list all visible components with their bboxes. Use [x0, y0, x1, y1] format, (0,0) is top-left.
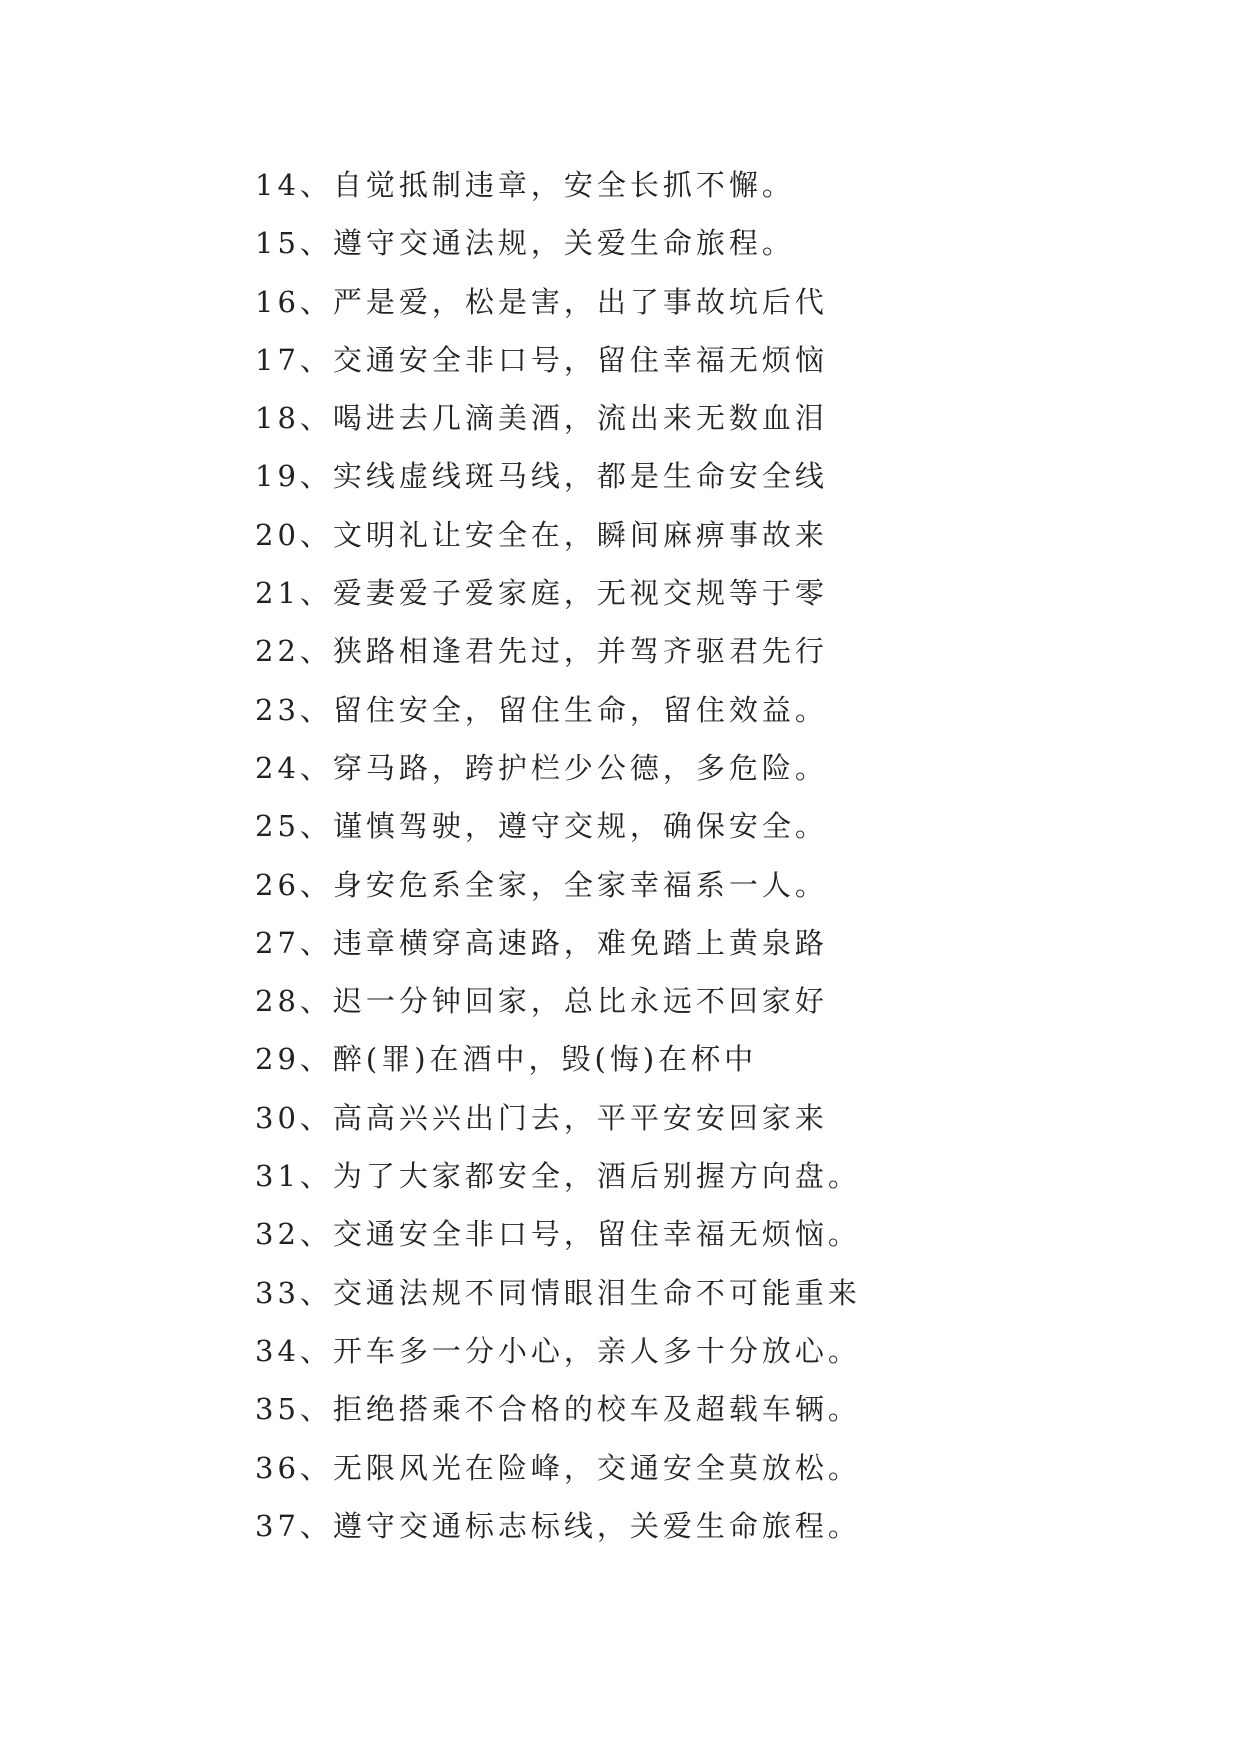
slogan-line-22: 22、狭路相逢君先过，并驾齐驱君先行: [255, 634, 828, 669]
slogan-line-35: 35、拒绝搭乘不合格的校车及超载车辆。: [255, 1392, 861, 1427]
slogan-line-16: 16、严是爱，松是害，出了事故坑后代: [255, 284, 828, 319]
slogan-line-28: 28、迟一分钟回家，总比永远不回家好: [255, 984, 828, 1019]
slogan-line-30: 30、高高兴兴出门去，平平安安回家来: [255, 1100, 828, 1135]
slogan-line-21: 21、爱妻爱子爱家庭，无视交规等于零: [255, 576, 828, 611]
slogan-line-17: 17、交通安全非口号，留住幸福无烦恼: [255, 342, 828, 377]
slogan-line-34: 34、开车多一分小心，亲人多十分放心。: [255, 1333, 861, 1368]
slogan-line-33: 33、交通法规不同情眼泪生命不可能重来: [255, 1275, 861, 1310]
slogan-line-37: 37、遵守交通标志标线，关爱生命旅程。: [255, 1508, 861, 1543]
slogan-list: [255, 156, 861, 1555]
slogan-line-27: 27、违章横穿高速路，难免踏上黄泉路: [255, 925, 828, 960]
slogan-line-14: 14、自觉抵制违章，安全长抓不懈。: [255, 168, 795, 202]
slogan-line-23: 23、留住安全，留住生命，留住效益。: [255, 692, 828, 727]
slogan-line-24: 24、穿马路，跨护栏少公德，多危险。: [255, 750, 828, 785]
slogan-line-36: 36、无限风光在险峰，交通安全莫放松。: [255, 1450, 861, 1485]
slogan-line-15: 15、遵守交通法规，关爱生命旅程。: [255, 226, 795, 261]
slogan-line-19: 19、实线虚线斑马线，都是生命安全线: [255, 459, 828, 494]
slogan-line-18: 18、喝进去几滴美酒，流出来无数血泪: [255, 401, 828, 436]
slogan-line-31: 31、为了大家都安全，酒后别握方向盘。: [255, 1159, 861, 1194]
slogan-line-20: 20、文明礼让安全在，瞬间麻痹事故来: [255, 517, 828, 552]
slogan-line-26: 26、身安危系全家，全家幸福系一人。: [255, 867, 828, 902]
slogan-line-32: 32、交通安全非口号，留住幸福无烦恼。: [255, 1217, 861, 1252]
slogan-line-25: 25、谨慎驾驶，遵守交规，确保安全。: [255, 809, 828, 844]
slogan-line-29: 29、醉(罪)在酒中，毁(悔)在杯中: [255, 1042, 758, 1077]
